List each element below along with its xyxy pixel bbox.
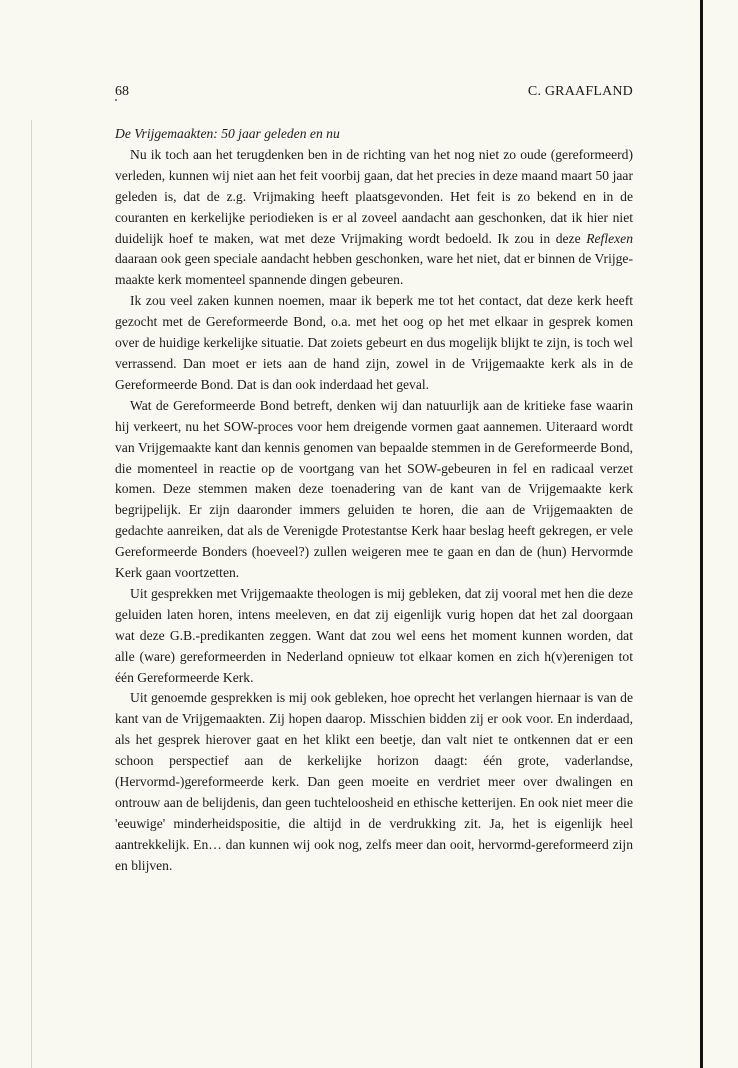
- section-title: De Vrijgemaakten: 50 jaar geleden en nu: [115, 126, 340, 141]
- paragraph: Wat de Gereformeerde Bond betreft, denken wij dan natuurlijk aan de kritieke fase waarin hij verkeert, nu het SOW-proces voor hem dreigende vormen gaat aannemen. Uiteraard wordt van Vrijgemaakte kant dan kennis genomen van bepaalde stemmen in de Gereformeerde Bond, die momenteel in reactie op de voortgang van het SOW-gebeuren in fel en radicaal verzet komen. Deze stemmen maken deze toenadering van de kant van de Vrijgemaakte kerk begrijpelijk. Er zijn daaronder immers geluiden te horen, die aan de Vrijgemaakten de gedachte aanreiken, dat als de Verenigde Protestantse Kerk haar beslag heeft gekregen, er vele Gereformeerde Bonders (hoeveel?) zullen weigeren mee te gaan en dan de (hun) Hervormde Kerk gaan voortzetten.: [115, 397, 633, 581]
- running-head-author: C. GRAAFLAND: [527, 84, 633, 99]
- paragraph: Uit genoemde gesprekken is mij ook gebleken, hoe oprecht het verlangen hiernaar is van de kant van de Vrijgemaakten. Zij hopen daarop. Misschien bidden zij er ook voor. En inderdaad, als het gesprek hierover gaat en het klikt een beetje, dan valt niet te ontkennen dat er een schoon perspectief aan de kerkelijke horizon daagt: één grote, vaderlandse, (Hervormd-)gereformeerde kerk. Dan geen moeite en verdriet meer over dwalingen en ontrouw aan de belijdenis, dan geen tuchteloosheid en ethische ketterijen. En ook niet meer die 'eeuwige' minderheidspositie, die altijd in de verdrukking zit. Ja, het is eigenlijk heel aantrekkelijk. En… dan kunnen wij ook nog, zelfs meer dan ooit, hervormd-gereformeerd zijn en blijven.: [115, 690, 633, 873]
- paragraph: Uit gesprekken met Vrijgemaakte theologen is mij gebleken, dat zij vooral met hen die deze geluiden laten horen, intens meeleven, en dat zij eigenlijk vurig hopen dat het zal doorgaan wat deze G.B.-predikanten zeggen. Want dat zou wel eens het moment kunnen worden, dat alle (ware) gereformeerden in Nederland opnieuw tot elkaar komen en zich h(v)erenigen tot één Gereformeerde Kerk.: [115, 585, 633, 685]
- page-number: 68: [115, 84, 129, 99]
- page-fold-shadow: [31, 120, 32, 1068]
- paragraph: [115, 145, 633, 291]
- paragraph: Ik zou veel zaken kunnen noemen, maar ik beperk me tot het contact, dat deze kerk heeft gezocht met de Gereformeerde Bond, o.a. met het oog op het met elkaar in gesprek komen over de huidige kerkelijke situatie. Dat zoiets gebeurt en dus mogelijk blijkt te zijn, is toch wel verrassend. Dan moet er iets aan de hand zijn, zowel in de Vrijgemaakte kerk als in de Gereformeerde Bond. Dat is dan ook inderdaad het geval.: [115, 293, 633, 392]
- paragraph-text: Nu ik toch aan het terugdenken ben in de richting van het nog niet zo oude (gereformeerd) verleden, kunnen wij niet aan het feit voorbij gaan, dat het precies in deze maand maart 50 jaar geleden is, dat de z.g. Vrijmaking heeft plaatsgevonden. Het feit is zo bekend en in de couranten en kerkelijke periodieken is er al zoveel aandacht aan geschonken, dat ik hier niet duidelijk hoef te maken, wat met deze Vrijmaking wordt bedoeld. Ik zou in deze: [115, 146, 633, 246]
- page-edge-border: [700, 0, 703, 1068]
- emphasized-term: Reflexen: [586, 230, 633, 246]
- paragraph-text: daaraan ook geen speciale aandacht hebben geschonken, ware het niet, dat er binnen de Vrijgemaakte kerk momenteel spannende dingen gebeuren.: [115, 251, 633, 288]
- article-body: [115, 124, 633, 877]
- running-header: [115, 84, 633, 104]
